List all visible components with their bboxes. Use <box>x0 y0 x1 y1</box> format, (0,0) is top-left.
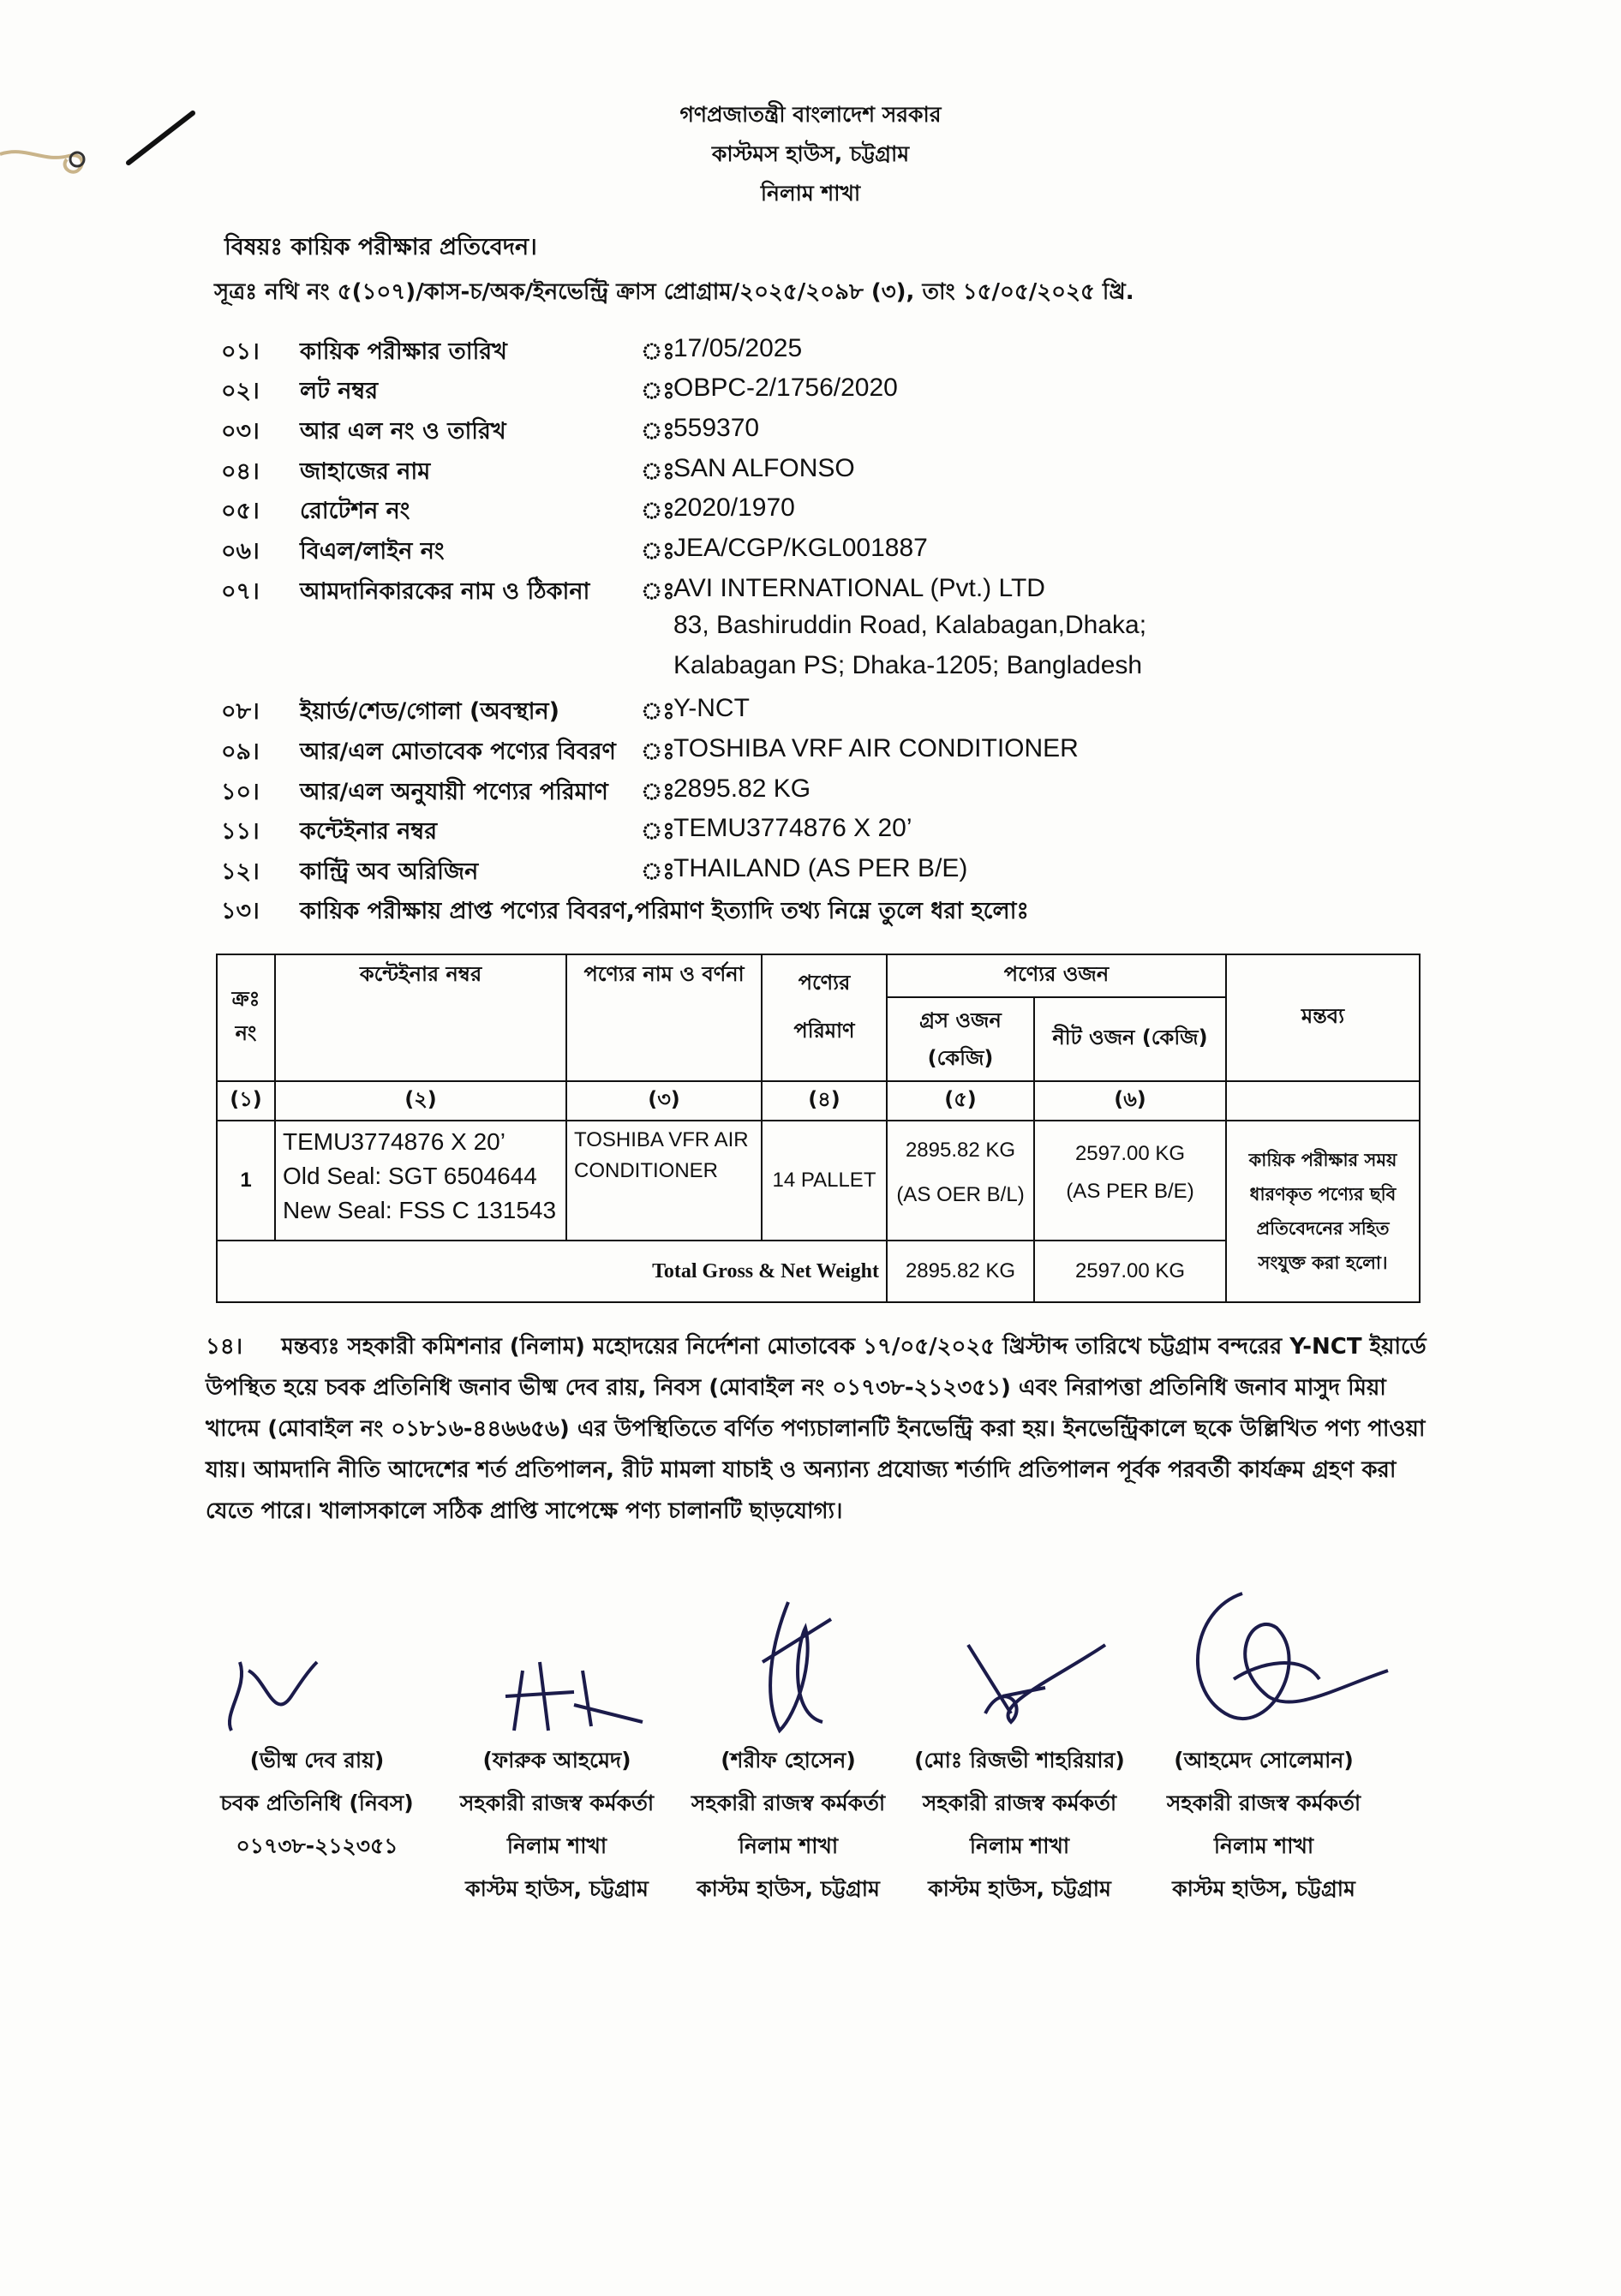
section-header: নিলাম শাখা <box>760 181 861 206</box>
field-label: আর/এল অনুযায়ী পণ্যের পরিমাণ <box>300 779 608 805</box>
signatory-name: (ফারুক আহমেদ) <box>482 1748 631 1773</box>
field-value: THAILAND (AS PER B/E) <box>673 854 968 882</box>
column-number-empty <box>1226 1081 1420 1121</box>
field-row <box>221 894 1506 933</box>
field-label: কায়িক পরীক্ষার তারিখ <box>300 338 507 365</box>
row-remarks: কায়িক পরীক্ষার সময় ধারণকৃত পণ্যের ছবি প্রতিবেদনের সহিত সংযুক্ত করা হলো। <box>1226 1121 1420 1302</box>
field-colon: ঃ <box>641 378 675 404</box>
net-value: 2597.00 KG <box>1074 1142 1186 1165</box>
field-value: SAN ALFONSO <box>673 454 855 482</box>
header-goods: পণ্যের নাম ও বর্ণনা <box>566 954 762 1081</box>
gross-note: (AS OER B/L) <box>896 1183 1025 1206</box>
field-colon: ঃ <box>641 458 675 485</box>
net-note: (AS PER B/E) <box>1066 1180 1194 1203</box>
field-number: ০৫। <box>221 498 260 524</box>
signatory-name: (আহমেদ সোলেমান) <box>1174 1748 1354 1773</box>
signature-image <box>214 1645 343 1739</box>
new-seal: New Seal: FSS C 131543 <box>283 1197 557 1223</box>
field-value: TEMU3774876 X 20’ <box>673 814 912 842</box>
field-label: জাহাজের নাম <box>300 458 431 485</box>
signature-image <box>497 1645 651 1739</box>
column-number: (১) <box>217 1081 275 1121</box>
signatory-name: (শরীফ হোসেন) <box>721 1748 856 1773</box>
column-number: (২) <box>275 1081 566 1121</box>
signatory-name: (মোঃ রিজভী শাহরিয়ার) <box>914 1748 1125 1773</box>
field-value: 559370 <box>673 414 760 442</box>
total-gross: 2895.82 KG <box>887 1241 1034 1302</box>
signatory-block <box>437 1739 677 1910</box>
column-number: (৫) <box>887 1081 1034 1121</box>
signatory-section: নিলাম শাখা <box>969 1833 1070 1858</box>
header-quantity: পণ্যের পরিমাণ <box>762 954 887 1081</box>
field-label: কান্ট্রি অব অরিজিন <box>300 858 479 885</box>
container-number: TEMU3774876 X 20’ <box>283 1128 505 1155</box>
field-label: বিএল/লাইন নং <box>300 538 445 565</box>
field-number: ০৮। <box>221 698 260 725</box>
subject-line: বিষয়ঃ কায়িক পরীক্ষার প্রতিবেদন। <box>224 234 537 260</box>
field-value: JEA/CGP/KGL001887 <box>673 534 928 562</box>
signatory-section: নিলাম শাখা <box>738 1833 839 1858</box>
field-colon: ঃ <box>641 418 675 445</box>
signature-image <box>1174 1576 1397 1748</box>
signatory-title: সহকারী রাজস্ব কর্মকর্তা <box>459 1791 655 1815</box>
row-goods: TOSHIBA VFR AIR CONDITIONER <box>566 1121 762 1241</box>
signatory-phone: ০১৭৩৮-২১২৩৫১ <box>236 1833 398 1858</box>
field-label: আর এল নং ও তারিখ <box>300 418 506 445</box>
field-colon: ঃ <box>641 818 675 845</box>
importer-address-line: 83, Bashiruddin Road, Kalabagan,Dhaka; <box>673 611 1147 639</box>
row-gross <box>887 1121 1034 1241</box>
header-net-weight: নীট ওজন (কেজি) <box>1034 997 1226 1081</box>
field-row <box>221 493 1506 533</box>
field-label: রোটেশন নং <box>300 498 410 524</box>
importer-address-line: Kalabagan PS; Dhaka-1205; Bangladesh <box>673 651 1143 679</box>
row-serial: 1 <box>217 1121 275 1241</box>
signatory-office: কাস্টম হাউস, চট্টগ্রাম <box>465 1876 649 1901</box>
signatory-name: (ভীষ্ম দেব রায়) <box>249 1748 385 1773</box>
column-number: (৬) <box>1034 1081 1226 1121</box>
old-seal: Old Seal: SGT 6504644 <box>283 1163 537 1189</box>
field-colon: ঃ <box>641 578 675 605</box>
field-row <box>221 534 1506 573</box>
field-value: Y-NCT <box>673 694 750 722</box>
govt-header: গণপ্রজাতন্ত্রী বাংলাদেশ সরকার <box>679 102 942 127</box>
field-number: ১১। <box>221 818 260 845</box>
field-colon: ঃ <box>641 698 675 725</box>
signatory-office: কাস্টম হাউস, চট্টগ্রাম <box>928 1876 1111 1901</box>
inventory-table <box>216 954 1421 1303</box>
field-row <box>221 694 1506 733</box>
signatory-block <box>891 1739 1148 1910</box>
total-net: 2597.00 KG <box>1034 1241 1226 1302</box>
signatory-block <box>668 1739 908 1910</box>
office-header: কাস্টমস হাউস, চট্টগ্রাম <box>711 141 910 166</box>
field-colon: ঃ <box>641 779 675 805</box>
signature-image <box>951 1628 1114 1739</box>
signatory-title: সহকারী রাজস্ব কর্মকর্তা <box>1166 1791 1361 1815</box>
field-label: আর/এল মোতাবেক পণ্যের বিবরণ <box>300 738 616 765</box>
field-number: ০৯। <box>221 738 260 765</box>
field-number: ০৬। <box>221 538 260 565</box>
total-label: Total Gross & Net Weight <box>217 1241 887 1302</box>
row-quantity: 14 PALLET <box>762 1121 887 1241</box>
field-label: ইয়ার্ড/শেড/গোলা (অবস্থান) <box>300 698 559 725</box>
row-container <box>275 1121 566 1241</box>
signatory-office: কাস্টম হাউস, চট্টগ্রাম <box>1172 1876 1355 1901</box>
field-number: ০১। <box>221 338 260 365</box>
field-value: 2895.82 KG <box>673 774 811 803</box>
signatory-block <box>1139 1739 1388 1910</box>
signature-image <box>728 1593 857 1748</box>
field-number: ১৩। <box>221 898 260 924</box>
field-value: OBPC-2/1756/2020 <box>673 374 898 402</box>
header-weight: পণ্যের ওজন <box>887 954 1226 997</box>
field-value: 2020/1970 <box>673 493 795 522</box>
field-number: ০৩। <box>221 418 260 445</box>
field-colon: ঃ <box>641 738 675 765</box>
gross-value: 2895.82 KG <box>905 1139 1016 1162</box>
field-row <box>221 574 1506 613</box>
header-remarks: মন্তব্য <box>1226 954 1420 1081</box>
field-label: আমদানিকারকের নাম ও ঠিকানা <box>300 578 590 605</box>
field-row <box>221 854 1506 894</box>
table-row <box>217 1121 1420 1241</box>
signatory-title: চবক প্রতিনিধি (নিবস) <box>220 1791 414 1815</box>
field-row <box>221 414 1506 453</box>
header-container: কন্টেইনার নম্বর <box>275 954 566 1081</box>
signatory-section: নিলাম শাখা <box>1213 1833 1314 1858</box>
remark-paragraph <box>206 1326 1431 1532</box>
signatory-title: সহকারী রাজস্ব কর্মকর্তা <box>691 1791 886 1815</box>
signatory-section: নিলাম শাখা <box>506 1833 607 1858</box>
field-number: ০৭। <box>221 578 260 605</box>
field-value: AVI INTERNATIONAL (Pvt.) LTD <box>673 574 1045 602</box>
header-gross-weight: গ্রস ওজন (কেজি) <box>887 997 1034 1081</box>
remark-number: ১৪। <box>206 1334 243 1360</box>
field-colon: ঃ <box>641 858 675 885</box>
field-label: লট নম্বর <box>300 378 379 404</box>
field-row <box>221 814 1506 853</box>
field-colon: ঃ <box>641 538 675 565</box>
reference-line: সূত্রঃ নথি নং ৫(১০৭)/কাস-চ/অক/ইনভেন্ট্রি ক্রাস প্রোগ্রাম/২০২৫/২০৯৮ (৩), তাং ১৫/০৫/২০২৫ খ্রি. <box>214 279 1134 305</box>
field-number: ০৪। <box>221 458 260 485</box>
remark-text: মন্তব্যঃ সহকারী কমিশনার (নিলাম) মহোদয়ের নির্দেশনা মোতাবেক ১৭/০৫/২০২৫ খ্রিস্টাব্দ তারিখে চট্টগ্রাম বন্দরের Y-NCT ইয়ার্ডে উপস্থিত হয়ে চবক প্রতিনিধি জনাব ভীষ্ম দেব রায়, নিবস (মোবাইল নং ০১৭৩৮-২১২৩৫১) এবং নিরাপত্তা প্রতিনিধি জনাব মাসুদ মিয়া খাদেম (মোবাইল নং ০১৮১৬-৪৪৬৬৫৬) এর উপস্থিতিতে বর্ণিত পণ্যচালানটি ইনভেন্ট্রি করা হয়। ইনভেন্ট্রিকালে ছকে উল্লিখিত পণ্য পাওয়া যায়। আমদানি নীতি আদেশের শর্ত প্রতিপালন, রীট মামলা যাচাই ও অন্যান্য প্রযোজ্য শর্তাদি প্রতিপালন পূর্বক পরবর্তী কার্যক্রম গ্রহণ করা যেতে পারে। খালাসকালে সঠিক প্রাপ্তি সাপেক্ষে পণ্য চালানটি ছাড়যোগ্য। <box>206 1334 1427 1524</box>
field-label: কন্টেইনার নম্বর <box>300 818 438 845</box>
field-number: ০২। <box>221 378 260 404</box>
field-colon: ঃ <box>641 498 675 524</box>
field-value: 17/05/2025 <box>673 334 803 362</box>
signatory-title: সহকারী রাজস্ব কর্মকর্তা <box>922 1791 1117 1815</box>
field-colon: ঃ <box>641 338 675 365</box>
signatory-office: কাস্টম হাউস, চট্টগ্রাম <box>697 1876 880 1901</box>
field-row <box>221 454 1506 493</box>
field-value: TOSHIBA VRF AIR CONDITIONER <box>673 734 1079 762</box>
row-net <box>1034 1121 1226 1241</box>
column-number: (৩) <box>566 1081 762 1121</box>
header-serial: ক্রঃ নং <box>217 954 275 1081</box>
signatory-block <box>197 1739 437 1868</box>
column-number: (৪) <box>762 1081 887 1121</box>
field-number: ১০। <box>221 779 260 805</box>
field-row <box>221 374 1506 413</box>
field-number: ১২। <box>221 858 260 885</box>
field-label: কায়িক পরীক্ষায় প্রাপ্ত পণ্যের বিবরণ,পরিমাণ ইত্যাদি তথ্য নিম্নে তুলে ধরা হলোঃ <box>300 898 1029 924</box>
field-row <box>221 734 1506 774</box>
